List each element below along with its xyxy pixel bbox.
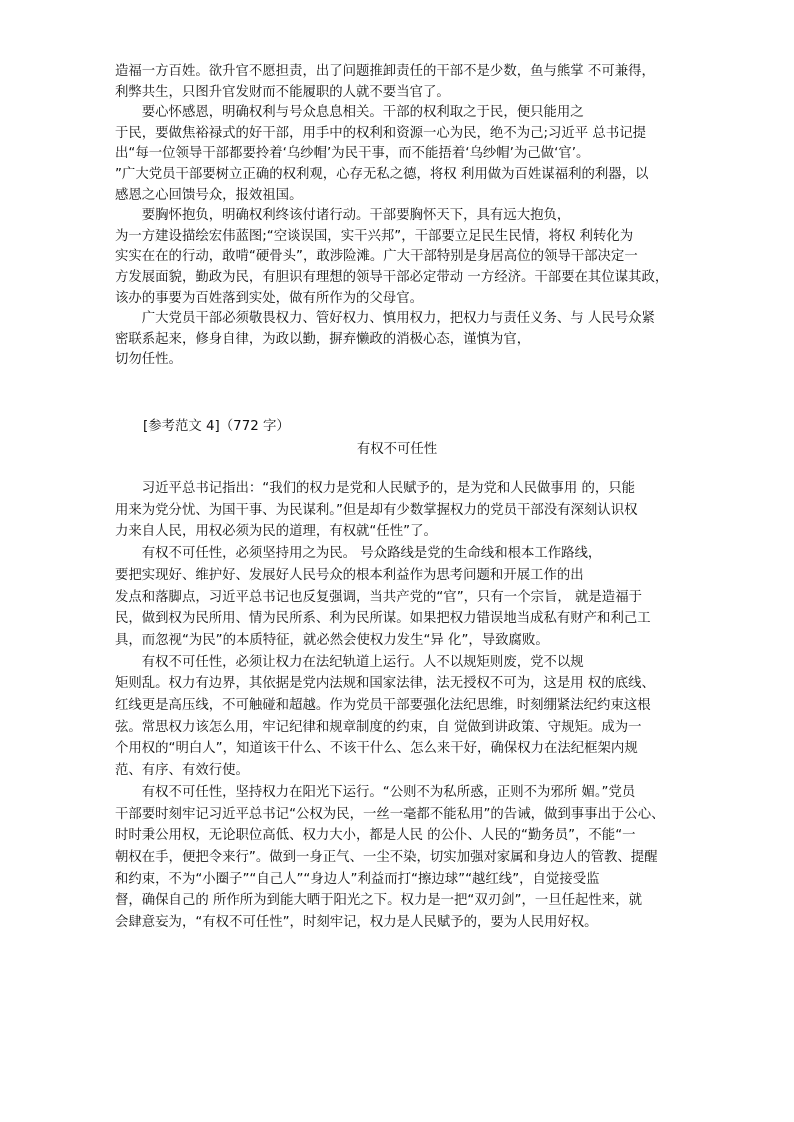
text-line: 要胸怀抱负，明确权利终该付诸行动。干部要胸怀天下，具有远大抱负， — [115, 208, 571, 224]
text-line: 干部要时刻牢记习近平总书记“公权为民，一丝一毫都不能私用”的告诫，做到事事出于公心、 — [115, 806, 665, 822]
text-line: 要把实现好、维护好、发展好人民号众的根本利益作为思考问题和开展工作的出 — [115, 567, 584, 583]
text-line: 习近平总书记指出：“我们的权力是党和人民赋予的，是为党和人民做事用 的，只能 — [115, 481, 636, 496]
text-line: 切勿任性。 — [115, 352, 182, 368]
text-line: 为一方建设描绘宏伟蓝图;“空谈误国，实干兴邦”，干部要立足民生民情，将权 利转化为 — [115, 228, 634, 244]
text-line: 和约束，不为“小圈子”“自己人”“身边人”利益而打“擦边球”“越红线”，自觉接受监 — [115, 871, 600, 887]
text-line: 该办的事要为百姓落到实处，做有所作为的父母官。 — [115, 290, 423, 306]
text-line: 个用权的“明白人”，知道该干什么、不该干什么、怎么来干好，确保权力在法纪框架内规 — [115, 741, 638, 757]
text-line: ”广大党员干部要树立正确的权利观，心存无私之德，将权 利用做为百姓谋福利的利器，以 — [115, 167, 649, 182]
text-line: 具，而忽视“为民”的本质特征，就必然会使权力发生“异 化”，导致腐败。 — [115, 632, 549, 648]
text-line: 有权不可任性，必须坚持用之为民。 号众路线是党的生命线和根本工作路线， — [115, 546, 602, 562]
text-line: 矩则乱。权力有边界，其依据是党内法规和国家法律，法无授权不可为，这是用 权的底线、 — [115, 676, 655, 692]
text-line: 会肆意妄为，“有权不可任性”，时刻牢记，权力是人民赋予的，要为人民用好权。 — [115, 915, 598, 930]
text-line: 发点和落脚点，习近平总书记也反复强调，当共产党的“官”，只有一个宗旨， 就是造福于 — [115, 589, 642, 605]
text-line: 感恩之心回馈号众，报效祖国。 — [115, 187, 303, 203]
text-line: 广大党员干部必须敬畏权力、管好权力、慎用权力，把权力与责任义务、与 人民号众紧 — [115, 311, 655, 327]
text-line: 要心怀感恩，明确权利与号众息息相关。干部的权利取之于民，便只能用之 — [115, 105, 584, 121]
text-line: 督，确保自己的 所作所为到能大晒于阳光之下。权力是一把“双刃剑”，一旦任起性来，就 — [115, 893, 642, 909]
text-line: 实实在在的行动，敢啃“硬骨头”，敢涉险滩。广大干部特别是身居高位的领导干部决定一 — [115, 249, 638, 265]
text-line: 时时秉公用权，无论职位高低、权力大小，都是人民 的公仆、人民的“勤务员”，不能“一 — [115, 828, 636, 844]
text-line: 力来自人民，用权必须为民的道理，有权就“任性”了。 — [115, 524, 437, 540]
text-line: 朝权在手，便把令来行”。做到一身正气、一尘不染，切实加强对家属和身边人的管教、提醒 — [115, 849, 658, 865]
essay-title: 有权不可任性 — [356, 442, 438, 457]
text-line: 弦。常思权力该怎么用，牢记纪律和规章制度的约束，自 觉做到讲政策、守规矩。成为一 — [115, 719, 642, 735]
text-line: 范、有序、有效行使。 — [115, 763, 249, 779]
text-line: 于民，要做焦裕禄式的好干部，用手中的权利和资源一心为民，绝不为己;习近平 总书记提 — [115, 125, 646, 141]
reference-label: [参考范文 4]（772 字） — [143, 419, 290, 434]
text-line: 方发展面貌，勤政为民，有胆识有理想的领导干部必定带动 一方经济。干部要在其位谋其政， — [115, 270, 669, 285]
text-line: 造福一方百姓。欲升官不愿担责，出了问题推卸责任的干部不是少数，鱼与熊掌 不可兼得， — [115, 64, 655, 79]
text-line: 红线更是高压线，不可触碰和超越。作为党员干部要强化法纪思维，时刻绷紧法纪约束这根 — [115, 698, 651, 713]
text-line: 民，做到权为民所用、情为民所系、利为民所谋。如果把权力错误地当成私有财产和利己工 — [115, 611, 651, 627]
text-line: 出“每一位领导干部都要拎着‘乌纱帽’为民干事，而不能捂着‘乌纱帽’为己做‘官’。 — [115, 146, 590, 162]
text-line: 密联系起来，修身自律，为政以勤，摒弃懒政的消极心态，谨慎为官， — [115, 331, 531, 347]
text-line: 用来为党分忧、为国干事、为民谋利。”但是却有少数掌握权力的党员干部没有深刻认识权 — [115, 502, 638, 518]
text-line: 利弊共生，只图升官发财而不能履职的人就不要当官了。 — [115, 84, 450, 100]
text-line: 有权不可任性，必须让权力在法纪轨道上运行。人不以规矩则废，党不以规 — [115, 654, 584, 670]
text-line: 有权不可任性，坚持权力在阳光下运行。“公则不为私所惑，正则不为邪所 媚。”党员 — [115, 784, 636, 800]
